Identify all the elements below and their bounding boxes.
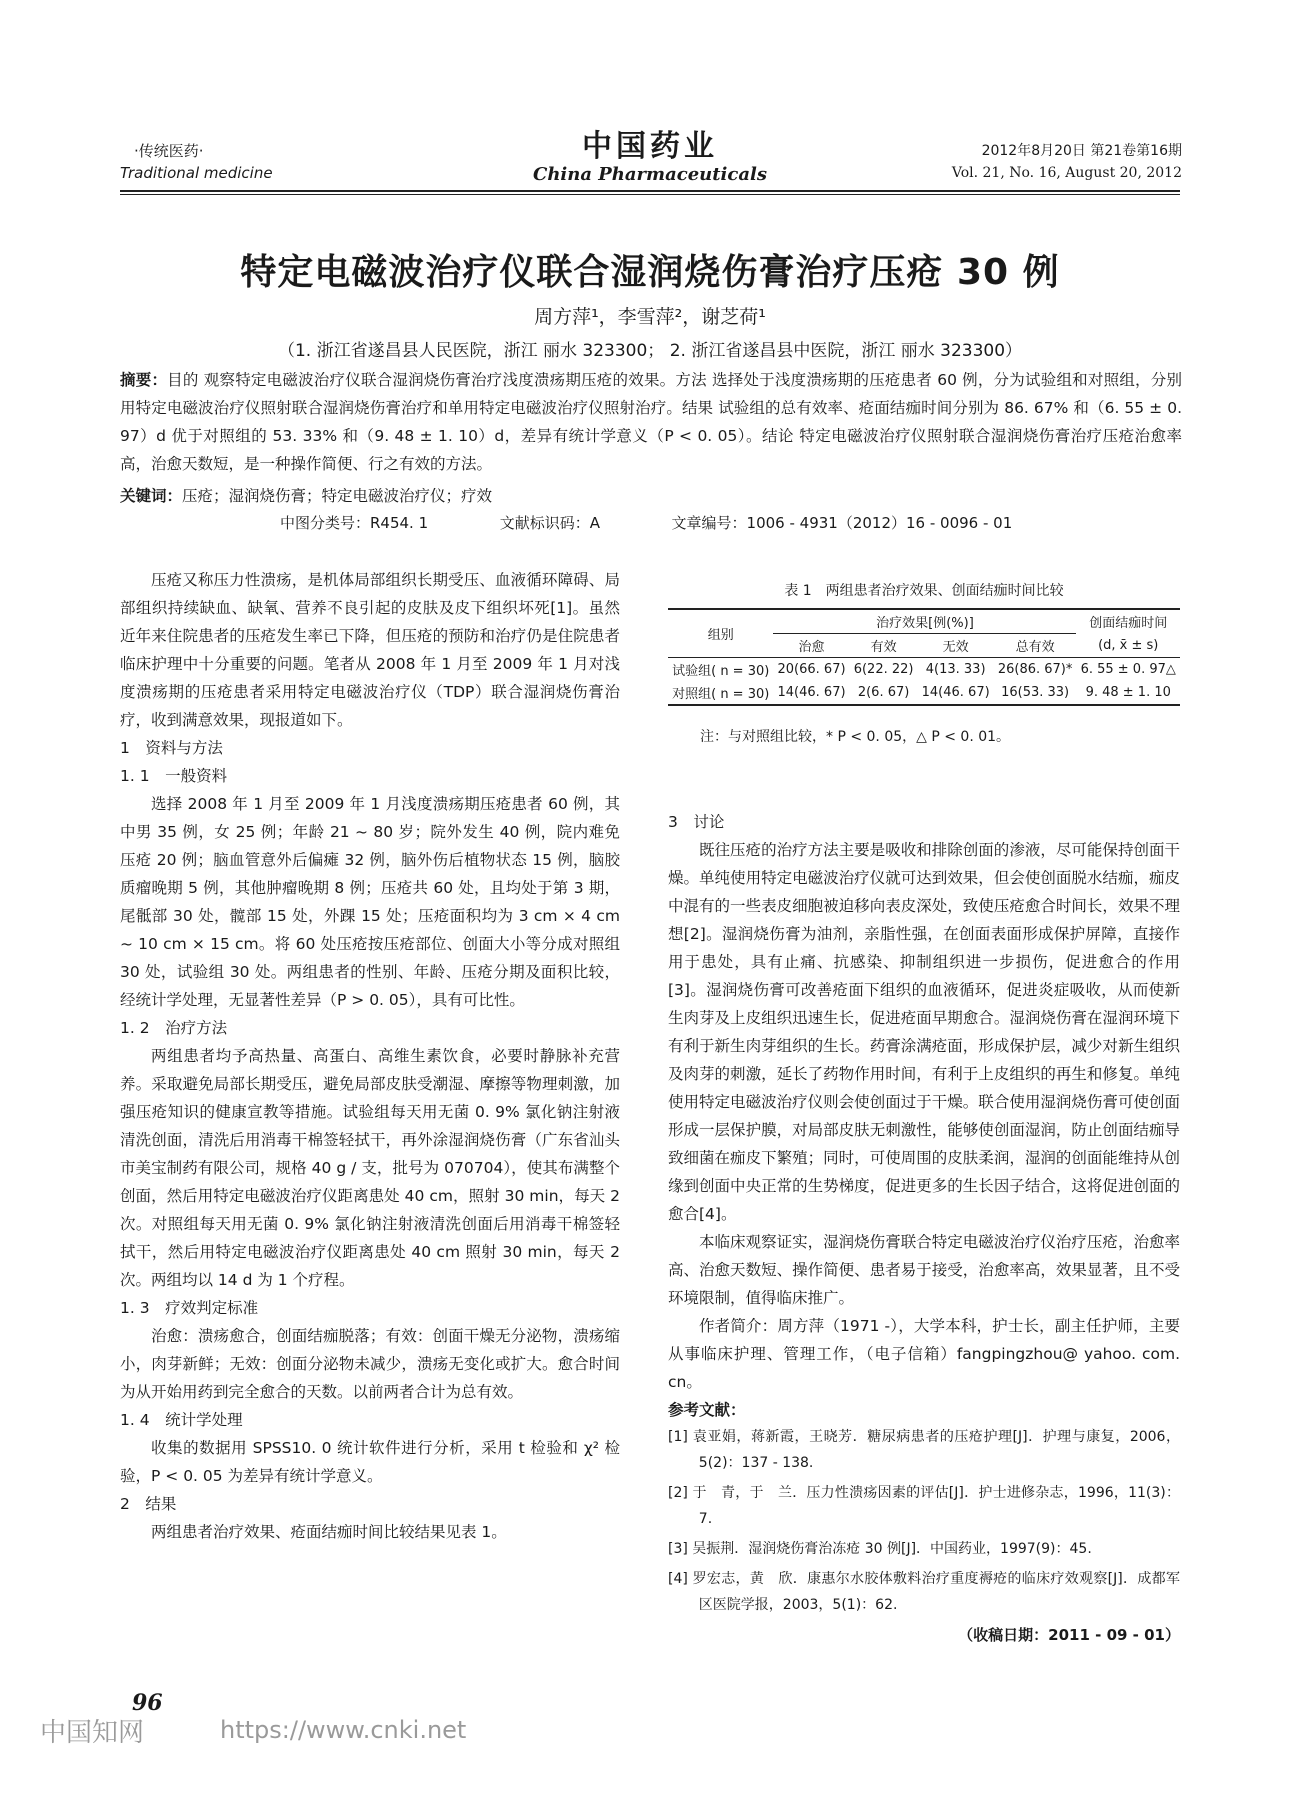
header-effective: 有效 [870, 640, 897, 655]
watermark-logo: 中国知网 [40, 1718, 145, 1748]
abstract-text: 目的 观察特定电磁波治疗仪联合湿润烧伤膏治疗浅度溃疡期压疮的效果。方法 选择处于浅度溃疡期的压疮患者 60 例，分为试验组和对照组，分别用特定电磁波治疗仪照射联合湿润烧伤膏治疗和单用特定电磁波治疗仪照射治疗。结果 试验组的总有效率、疮面结痂时间分别为 86. 67% 和（6. 55 ± 0. 97）d 优于对照组的 53. 33% 和（9. 48 ± 1. 10）d，差异有统计学意义（P < 0. 05）。结论 特定电磁波治疗仪照射联合湿润烧伤膏治疗压疮治愈率高，治愈天数短，是一种操作简便、行之有效的方法。 [120, 371, 1182, 473]
body-paragraph: 两组患者均予高热量、高蛋白、高维生素饮食，必要时静脉补充营养。采取避免局部长期受压，避免局部皮肤受潮湿、摩擦等物理刺激，加强压疮知识的健康宣教等措施。试验组每天用无菌 0. 9% 氯化钠注射液清洗创面，清洗后用消毒干棉签轻拭干，再外涂湿润烧伤膏（广东省汕头市美宝制药有限公司，规格 40 g / 支，批号为 070704），使其布满整个创面，然后用特定电磁波治疗仪距离患处 40 cm，照射 30 min，每天 2 次。对照组每天用无菌 0. 9% 氯化钠注射液清洗创面后用消毒干棉签轻拭干，然后用特定电磁波治疗仪距离患处 40 cm 照射 30 min，每天 2 次。两组均以 14 d 为 1 个疗程。 [120, 1047, 620, 1289]
reference-item: [4] 罗宏志，黄 欣．康惠尔水胶体敷料治疗重度褥疮的临床疗效观察[J]．成都军区医院学报，2003，5(1)：62. [668, 1571, 1180, 1613]
references-heading: 参考文献： [668, 1401, 746, 1419]
right-column [668, 808, 1180, 1622]
subsection-heading: 1. 3 疗效判定标准 [120, 1299, 259, 1317]
cell-cured: 20(66. 67) [777, 662, 846, 677]
issue-cn: 2012年8月20日 第21卷第16期 [981, 143, 1182, 159]
journal-name-en: China Pharmaceuticals [533, 164, 767, 185]
section-name-cn: ·传统医药· [134, 142, 204, 160]
running-header-right [952, 140, 1182, 184]
subsection-heading: 1. 2 治疗方法 [120, 1019, 228, 1037]
cell-group: 试验组( n = 30) [672, 664, 770, 679]
header-group: 组别 [668, 609, 773, 658]
header-rule [120, 190, 1180, 192]
clc-number: 中图分类号：R454. 1 [280, 514, 429, 532]
table-note: 注：与对照组比较，* P < 0. 05，△ P < 0. 01。 [700, 729, 1011, 745]
table-caption: 表 1 两组患者治疗效果、创面结痂时间比较 [784, 583, 1064, 599]
article-number: 文章编号：1006 - 4931（2012）16 - 0096 - 01 [671, 514, 1013, 532]
classification-row [280, 512, 1012, 533]
reference-item: [1] 袁亚娟，蒋新霞，王晓芳．糖尿病患者的压疮护理[J]．护理与康复，2006，5(2)：137 - 138. [668, 1429, 1180, 1471]
cell-time: 9. 48 ± 1. 10 [1085, 685, 1171, 700]
table-1 [668, 608, 1180, 706]
abstract-label: 摘要： [120, 371, 168, 389]
section-heading: 3 讨论 [668, 813, 725, 831]
body-paragraph: 本临床观察证实，湿润烧伤膏联合特定电磁波治疗仪治疗压疮，治愈率高、治愈天数短、操作简便、患者易于接受，治愈率高，效果显著，且不受环境限制，值得临床推广。 [668, 1233, 1180, 1307]
cell-time: 6. 55 ± 0. 97△ [1080, 662, 1176, 677]
cell-ineffective: 14(46. 67) [921, 685, 990, 700]
header-time-unit: (d, x̄ ± s) [1098, 637, 1159, 653]
keywords-label: 关键词： [120, 487, 183, 505]
keywords [120, 482, 1182, 510]
body-paragraph: 两组患者治疗效果、疮面结痂时间比较结果见表 1。 [151, 1523, 507, 1541]
table-row [668, 681, 1180, 705]
reference-item: [3] 吴振荆．湿润烧伤膏治冻疮 30 例[J]．中国药业，1997(9)：45. [668, 1541, 1092, 1557]
cell-effective: 2(6. 67) [857, 685, 910, 700]
body-paragraph: 既往压疮的治疗方法主要是吸收和排除创面的渗液，尽可能保持创面干燥。单纯使用特定电磁波治疗仪就可达到效果，但会使创面脱水结痂，痂皮中混有的一些表皮细胞被迫移向表皮深处，致使压疮愈合时间长，效果不理想[2]。湿润烧伤膏为油剂，亲脂性强，在创面表面形成保护屏障，直接作用于患处，具有止痛、抗感染、抑制组织进一步损伤，促进愈合的作用[3]。湿润烧伤膏可改善疮面下组织的血液循环，促进炎症吸收，从而使新生肉芽及上皮组织迅速生长，促进疮面早期愈合。湿润烧伤膏在湿润环境下有利于新生肉芽组织的生长。药膏涂满疮面，形成保护层，减少对新生组织及肉芽的刺激，延长了药物作用时间，有利于上皮组织的再生和修复。单纯使用特定电磁波治疗仪则会使创面过于干燥。联合使用湿润烧伤膏可使创面形成一层保护膜，对局部皮肤无刺激性，能够使创面湿润，防止创面结痂导致细菌在痂皮下繁殖；同时，可使周围的皮肤柔润，湿润的创面能维持从创缘到创面中央正常的生势梯度，促进更多的生长因子结合，这将促进创面的愈合[4]。 [668, 841, 1180, 1223]
article-title: 特定电磁波治疗仪联合湿润烧伤膏治疗压疮 30 例 [240, 252, 1060, 293]
header-time: 创面结痂时间 [1089, 616, 1168, 632]
cell-ineffective: 4(13. 33) [925, 662, 986, 677]
document-code: 文献标识码：A [499, 514, 600, 532]
cell-total: 16(53. 33) [1001, 685, 1070, 700]
section-heading: 1 资料与方法 [120, 739, 223, 757]
body-paragraph: 收集的数据用 SPSS10. 0 统计软件进行分析，采用 t 检验和 χ² 检验，P < 0. 05 为差异有统计学意义。 [120, 1439, 620, 1485]
received-date: （收稿日期：2011 - 09 - 01） [958, 1626, 1180, 1644]
subsection-heading: 1. 4 统计学处理 [120, 1411, 243, 1429]
journal-name-cn: 中国药业 [582, 129, 718, 164]
affiliations: （1. 浙江省遂昌县人民医院，浙江 丽水 323300； 2. 浙江省遂昌县中医院，浙江 丽水 323300） [277, 341, 1023, 361]
cell-group: 对照组( n = 30) [672, 687, 770, 702]
reference-item: [2] 于 青，于 兰．压力性溃疡因素的评估[J]．护士进修杂志，1996，11(3)：7. [668, 1485, 1180, 1527]
issue-en: Vol. 21, No. 16, August 20, 2012 [951, 165, 1182, 181]
abstract [120, 366, 1182, 478]
body-paragraph: 治愈：溃疡愈合，创面结痂脱落；有效：创面干燥无分泌物，溃疡缩小，肉芽新鲜；无效：创面分泌物未减少，溃疡无变化或扩大。愈合时间为从开始用药到完全愈合的天数。以前两者合计为总有效。 [120, 1327, 620, 1401]
cell-total: 26(86. 67)* [997, 662, 1073, 677]
subsection-heading: 1. 1 一般资料 [120, 767, 228, 785]
author-list: 周方萍¹，李雪萍²，谢芝荷¹ [534, 306, 766, 328]
left-column [120, 566, 620, 1546]
cell-effective: 6(22. 22) [853, 662, 914, 677]
header-ineffective: 无效 [942, 640, 969, 655]
keywords-text: 压疮；湿润烧伤膏；特定电磁波治疗仪；疗效 [182, 487, 493, 505]
page-number: 96 [132, 1690, 163, 1716]
watermark-url: https://www.cnki.net [220, 1716, 467, 1744]
cell-cured: 14(46. 67) [777, 685, 846, 700]
section-name-en: Traditional medicine [120, 164, 273, 182]
author-bio: 作者简介：周方萍（1971 -），大学本科，护士长，副主任护师，主要从事临床护理、管理工作，（电子信箱）fangpingzhou@ yahoo. com. cn。 [668, 1317, 1180, 1391]
header-rule-thin [120, 194, 1180, 195]
header-total: 总有效 [1015, 640, 1055, 655]
table-row [668, 658, 1180, 682]
results-table [668, 608, 1180, 706]
header-cured: 治愈 [798, 640, 825, 655]
header-effect: 治疗效果[例(%)] [773, 609, 1076, 634]
body-paragraph: 选择 2008 年 1 月至 2009 年 1 月浅度溃疡期压疮患者 60 例，其中男 35 例，女 25 例；年龄 21 ~ 80 岁；院外发生 40 例，院内难免压疮 20 例；脑血管意外后偏瘫 32 例，脑外伤后植物状态 15 例，脑胶质瘤晚期 5 例，其他肿瘤晚期 8 例；压疮共 60 处，且均处于第 3 期，尾骶部 30 处，髋部 15 处，外踝 15 处；压疮面积均为 3 cm × 4 cm ~ 10 cm × 15 cm。将 60 处压疮按压疮部位、创面大小等分成对照组 30 处，试验组 30 处。两组患者的性别、年龄、压疮分期及面积比较，经统计学处理，无显著性差异（P > 0. 05），具有可比性。 [120, 795, 620, 1009]
section-heading: 2 结果 [120, 1495, 177, 1513]
intro-paragraph: 压疮又称压力性溃疡，是机体局部组织长期受压、血液循环障碍、局部组织持续缺血、缺氧、营养不良引起的皮肤及皮下组织坏死[1]。虽然近年来住院患者的压疮发生率已下降，但压疮的预防和治疗仍是住院患者临床护理中十分重要的问题。笔者从 2008 年 1 月至 2009 年 1 月对浅度溃疡期的压疮患者采用特定电磁波治疗仪（TDP）联合湿润烧伤膏治疗，收到满意效果，现报道如下。 [120, 571, 620, 729]
